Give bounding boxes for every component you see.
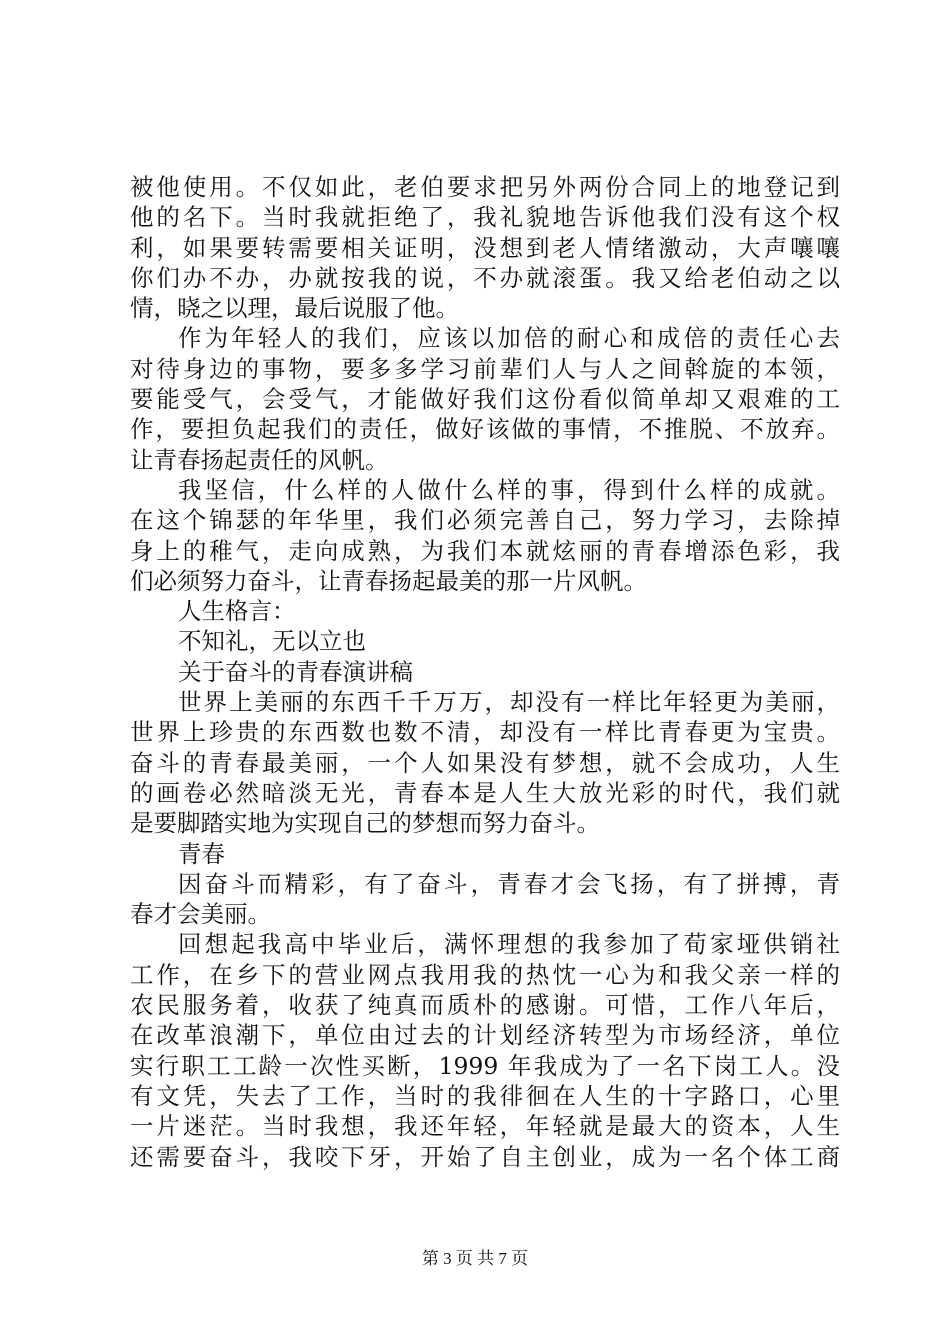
text-line: 作，要担负起我们的责任，做好该做的事情，不推脱、不放弃。 (130, 415, 840, 444)
text-line: 是要脚踏实地为实现自己的梦想而努力奋斗。 (130, 809, 600, 838)
text-line: 我坚信，什么样的人做什么样的事，得到什么样的成就。 (178, 475, 840, 504)
text-line: 回想起我高中毕业后，满怀理想的我参加了荀家垭供销社 (178, 930, 840, 959)
page-footer: 第 3 页 共 7 页 (421, 1249, 529, 1268)
text-line: 世界上珍贵的东西数也数不清，却没有一样比青春更为宝贵。 (130, 718, 840, 747)
text-line: 你们办不办，办就按我的说，不办就滚蛋。我又给老伯动之以 (130, 263, 840, 292)
text-line: 作为年轻人的我们，应该以加倍的耐心和成倍的责任心去 (178, 324, 840, 353)
text-line: 让青春扬起责任的风帆。 (130, 445, 389, 474)
text-line: 人生格言： (178, 597, 296, 626)
text-line: 有文凭，失去了工作，当时的我徘徊在人生的十字路口，心里 (130, 1081, 840, 1110)
text-line: 关于奋斗的青春演讲稿 (178, 657, 413, 686)
text-line: 工作，在乡下的营业网点我用我的热忱一心为和我父亲一样的 (130, 960, 840, 989)
text-line: 利，如果要转需要相关证明，没想到老人情绪激动，大声嚷嚷 (130, 233, 840, 262)
text-line: 们必须努力奋斗，让青春扬起最美的那一片风帆。 (130, 566, 647, 595)
text-line: 情，晓之以理，最后说服了他。 (130, 294, 459, 323)
text-line: 因奋斗而精彩，有了奋斗，青春才会飞扬，有了拼搏，青 (178, 869, 840, 898)
text-line: 青春 (178, 839, 225, 868)
text-line: 身上的稚气，走向成熟，为我们本就炫丽的青春增添色彩，我 (130, 536, 840, 565)
body-text (130, 172, 840, 1172)
text-line: 不知礼，无以立也 (178, 627, 366, 656)
text-line: 春才会美丽。 (130, 900, 271, 929)
text-line: 世界上美丽的东西千千万万，却没有一样比年轻更为美丽， (178, 688, 840, 717)
text-line: 被他使用。不仅如此，老伯要求把另外两份合同上的地登记到 (130, 173, 840, 201)
text-line: 要能受气，会受气，才能做好我们这份看似简单却又艰难的工 (130, 385, 840, 414)
text-line: 对待身边的事物，要多多学习前辈们人与人之间斡旋的本领， (130, 354, 840, 383)
text-line: 奋斗的青春最美丽，一个人如果没有梦想，就不会成功，人生 (130, 748, 840, 777)
text-line: 还需要奋斗，我咬下牙，开始了自主创业，成为一名个体工商 (130, 1142, 840, 1171)
text-line: 一片迷茫。当时我想，我还年轻，年轻就是最大的资本，人生 (130, 1112, 840, 1141)
text-line: 的画卷必然暗淡无光，青春本是人生大放光彩的时代，我们就 (130, 778, 840, 807)
text-line: 在改革浪潮下，单位由过去的计划经济转型为市场经济，单位 (130, 1021, 840, 1050)
text-line: 农民服务着，收获了纯真而质朴的感谢。可惜，工作八年后， (130, 991, 840, 1020)
text-line: 在这个锦瑟的年华里，我们必须完善自己，努力学习，去除掉 (130, 506, 840, 535)
text-line: 他的名下。当时我就拒绝了，我礼貌地告诉他我们没有这个权 (130, 203, 840, 232)
text-line: 实行职工工龄一次性买断，1999 年我成为了一名下岗工人。没 (130, 1051, 840, 1080)
